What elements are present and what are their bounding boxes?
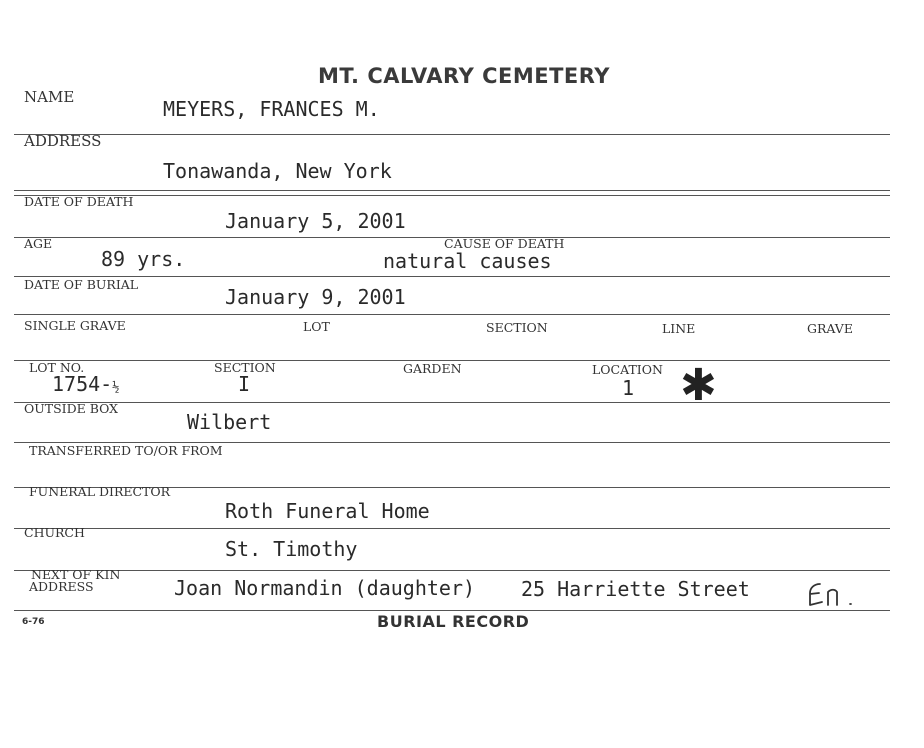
date-of-burial-value: January 9, 2001 [225,285,406,309]
grave-label: GRAVE [807,321,853,336]
record-title: BURIAL RECORD [377,612,530,631]
date-of-death-label: DATE OF DEATH [24,194,134,209]
rule [14,314,890,315]
date-of-death-value: January 5, 2001 [225,209,406,233]
garden-label: GARDEN [403,361,462,376]
transferred-label: TRANSFERRED TO/OR FROM [29,443,223,458]
rule [14,528,890,529]
kin-address-value: 25 Harriette Street [521,577,750,601]
rule [14,195,890,196]
rule [14,190,890,191]
cause-of-death-label: CAUSE OF DEATH [444,236,565,251]
rule [14,570,890,571]
age-value: 89 yrs. [101,247,186,271]
section-label: SECTION [486,320,548,335]
lot-label: LOT [303,319,330,334]
next-of-kin-value: Joan Normandin (daughter) [174,576,476,600]
funeral-director-value: Roth Funeral Home [225,499,430,523]
funeral-director-label: FUNERAL DIRECTOR [29,484,171,499]
next-of-kin-label: NEXT OF KIN [31,567,121,582]
outside-box-label: OUTSIDE BOX [24,401,119,416]
date-of-burial-label: DATE OF BURIAL [24,277,139,292]
lot-fraction: ½ [112,380,120,394]
outside-box-value: Wilbert [187,410,272,434]
name-label: NAME [24,88,75,106]
cemetery-title: MT. CALVARY CEMETERY [318,64,610,88]
location-value: 1 [622,376,635,400]
cause-of-death-value: natural causes [383,249,552,273]
name-value: MEYERS, FRANCES M. [163,97,380,121]
rule [14,402,890,403]
church-value: St. Timothy [225,537,358,561]
lot-no-label: LOT NO. [29,360,85,375]
asterisk-mark: ✱ [680,360,717,411]
kin-address-label: ADDRESS [29,579,94,594]
single-grave-label: SINGLE GRAVE [24,318,126,333]
handwritten-initials [806,578,858,612]
location-label: LOCATION [592,362,663,377]
rule [14,276,890,277]
church-label: CHURCH [24,525,85,540]
address-value: Tonawanda, New York [163,159,392,183]
section-value: I [238,372,251,396]
age-label: AGE [24,236,53,251]
rule [14,610,890,611]
section-no-label: SECTION [214,360,276,375]
address-label: ADDRESS [24,132,102,150]
rule [14,134,890,135]
line-label: LINE [662,321,696,336]
form-number: 6-76 [22,617,45,627]
lot-no-value: 1754-½ [52,372,120,396]
